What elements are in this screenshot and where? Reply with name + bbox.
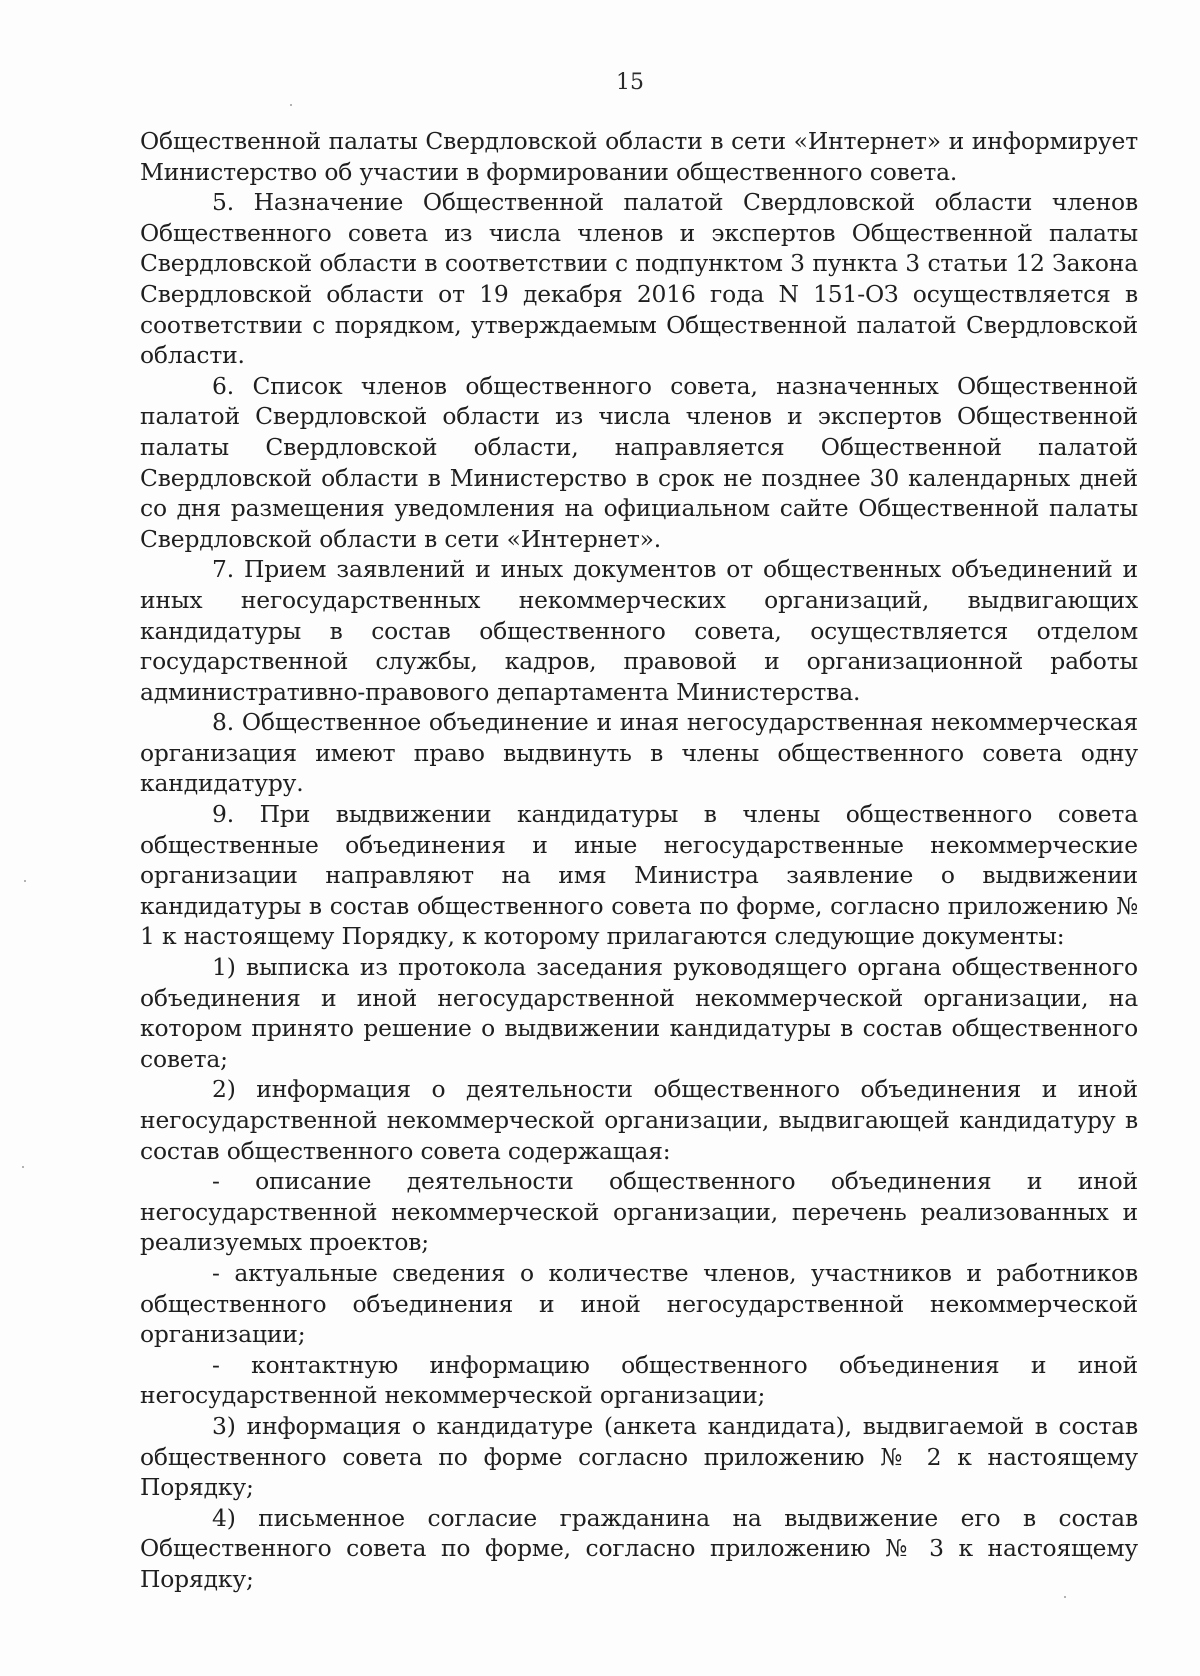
scan-speck: [1064, 1596, 1066, 1598]
sub-item-description: - описание деятельности общественного объединения и иной негосударственной некоммерческой организации, перечень реализованных и реализуемых проектов;: [140, 1167, 1138, 1257]
list-item-2: 2) информация о деятельности общественного объединения и иной негосударственной некоммерческой организации, выдвигающей кандидатуру в состав общественного совета содержащая:: [140, 1075, 1138, 1165]
list-item-1: 1) выписка из протокола заседания руководящего органа общественного объединения и иной негосударственной некоммерческой организации, на котором принято решение о выдвижении кандидатуры в состав общественного совета;: [140, 953, 1138, 1073]
paragraph-9: 9. При выдвижении кандидатуры в члены общественного совета общественные объединения и иные негосударственные некоммерческие организации направляют на имя Министра заявление о выдвижении кандидатуры в состав общественного совета по форме, согласно приложению № 1 к настоящему Порядку, к которому прилагаются следующие документы:: [140, 800, 1138, 951]
paragraph-continuation: Общественной палаты Свердловской области в сети «Интернет» и информирует Министерство об участии в формировании общественного совета.: [140, 127, 1138, 186]
paragraph-7: 7. Прием заявлений и иных документов от общественных объединений и иных негосударственных некоммерческих организаций, выдвигающих кандидатуры в состав общественного совета, осуществляется отделом государственной службы, кадров, правовой и организационной работы административно-правового департамента Министерства.: [140, 555, 1138, 706]
scan-speck: [22, 1166, 24, 1168]
paragraph-5: 5. Назначение Общественной палатой Свердловской области членов Общественного совета из числа членов и экспертов Общественной палаты Свердловской области в соответствии с подпунктом 3 пункта 3 статьи 12 Закона Свердловской области от 19 декабря 2016 года N 151-ОЗ осуществляется в соответствии с порядком, утверждаемым Общественной палатой Свердловской области.: [140, 188, 1138, 370]
document-body: [140, 126, 1138, 1595]
paragraph-8: 8. Общественное объединение и иная негосударственная некоммерческая организация имеют право выдвинуть в члены общественного совета одну кандидатуру.: [140, 708, 1138, 798]
list-item-3: 3) информация о кандидатуре (анкета кандидата), выдвигаемой в состав общественного совета по форме согласно приложению № 2 к настоящему Порядку;: [140, 1411, 1138, 1502]
sub-item-contacts: - контактную информацию общественного объединения и иной негосударственной некоммерческой организации;: [140, 1350, 1138, 1410]
scan-speck: [290, 104, 292, 106]
page-number: 15: [616, 70, 644, 95]
scan-speck: [24, 880, 26, 882]
paragraph-6: 6. Список членов общественного совета, назначенных Общественной палатой Свердловской области из числа членов и экспертов Общественной палаты Свердловской области, направляется Общественной палатой Свердловской области в Министерство в срок не позднее 30 календарных дней со дня размещения уведомления на официальном сайте Общественной палаты Свердловской области в сети «Интернет».: [140, 371, 1138, 553]
list-item-4: 4) письменное согласие гражданина на выдвижение его в состав Общественного совета по форме, согласно приложению № 3 к настоящему Порядку;: [140, 1503, 1138, 1593]
sub-item-members: - актуальные сведения о количестве членов, участников и работников общественного объединения и иной негосударственной некоммерческой организации;: [140, 1258, 1138, 1349]
